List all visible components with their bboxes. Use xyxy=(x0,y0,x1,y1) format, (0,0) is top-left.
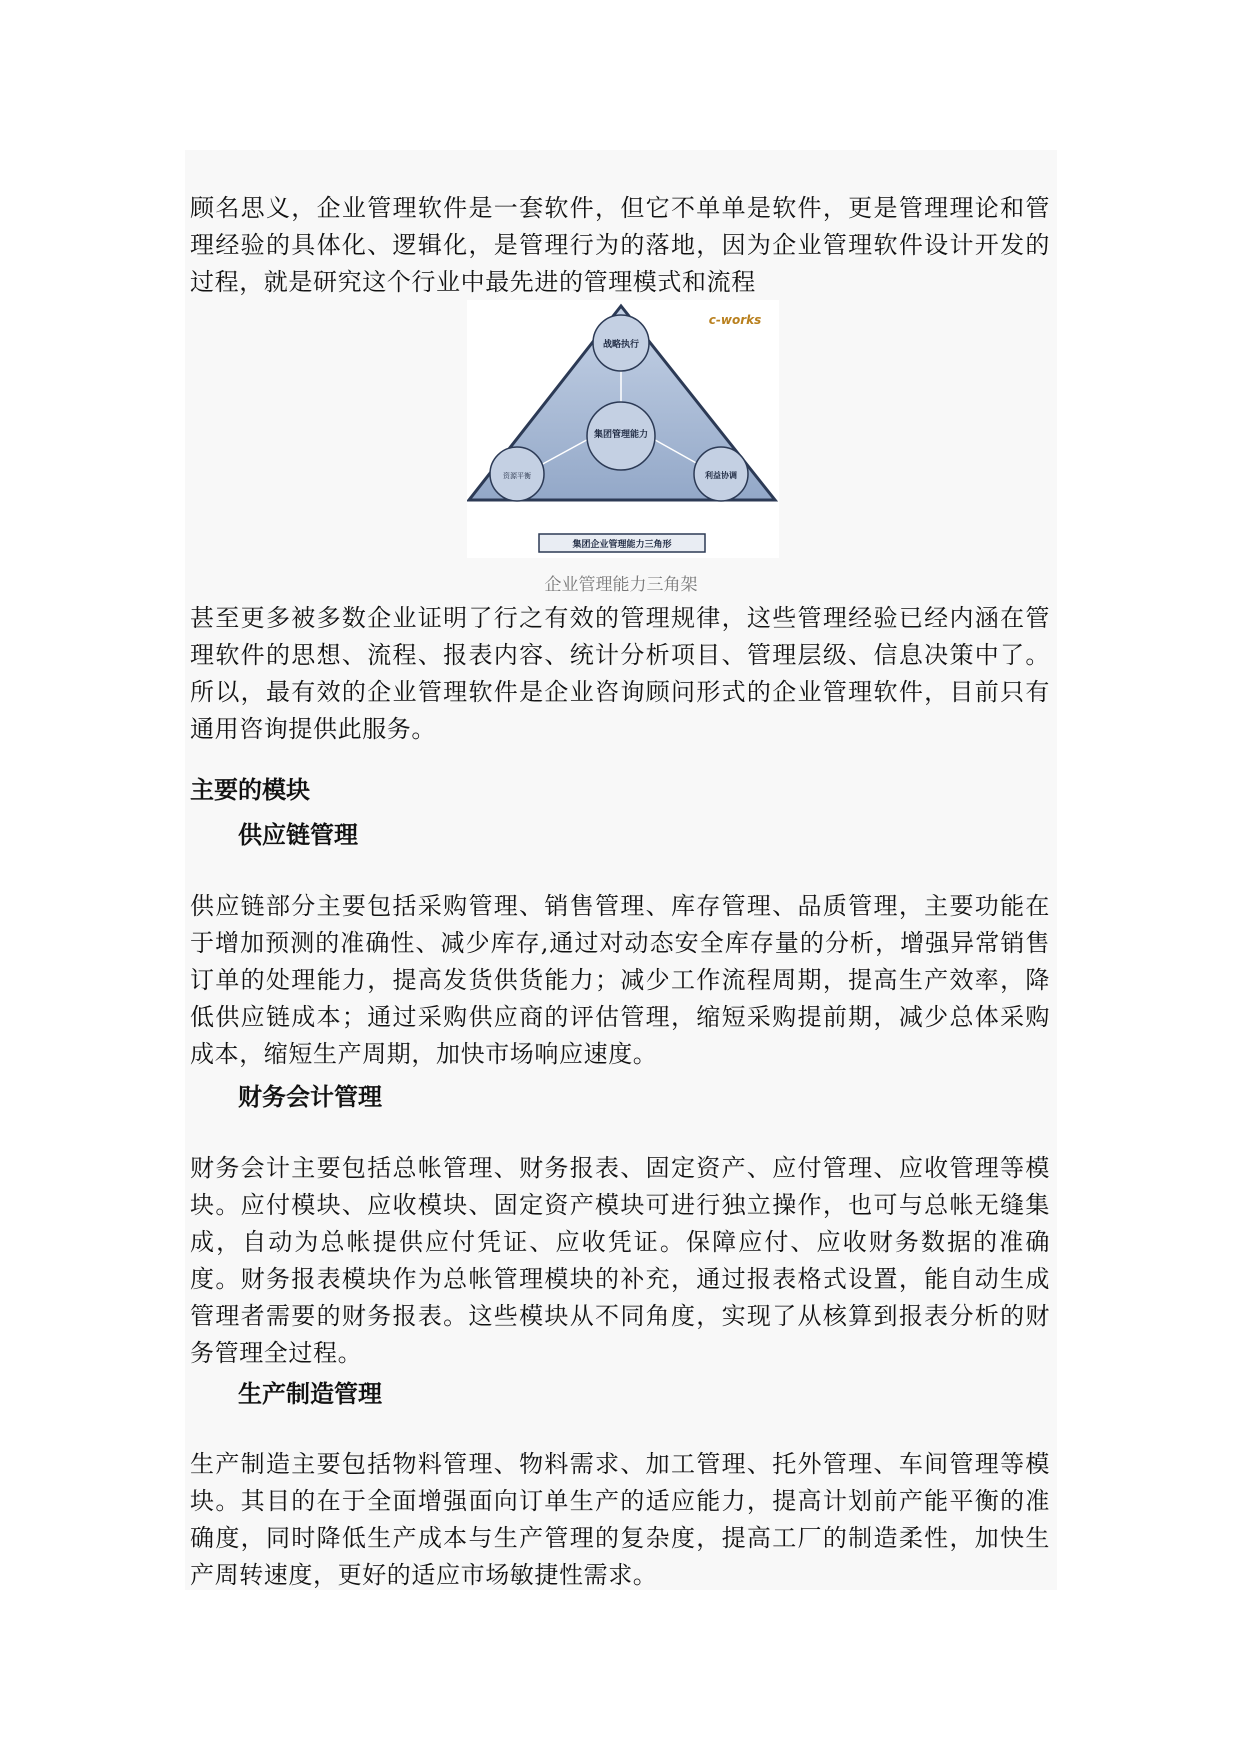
node-center-label: 集团管理能力 xyxy=(593,430,649,440)
module-title-manufacturing: 生产制造管理 xyxy=(238,1380,382,1408)
module-body-finance: 财务会计主要包括总帐管理、财务报表、固定资产、应付管理、应收管理等模块。应付模块、应收模块、固定资产模块可进行独立操作，也可与总帐无缝集成，自动为总帐提供应付凭证、应收凭证。保障应付、应收财务数据的准确度。财务报表模块作为总帐管理模块的补充，通过报表格式设置，能自动生成管理者需要的财务报表。这些模块从不同角度，实现了从核算到报表分析的财务管理全过程。 xyxy=(190,1154,1050,1367)
node-top-label: 战略执行 xyxy=(602,340,640,350)
paragraph-2: 甚至更多被多数企业证明了行之有效的管理规律，这些管理经验已经内涵在管理软件的思想、流程、报表内容、统计分析项目、管理层级、信息决策中了。所以，最有效的企业管理软件是企业咨询顾问形式的企业管理软件，目前只有通用咨询提供此服务。 xyxy=(190,604,1050,743)
module-body-manufacturing: 生产制造主要包括物料管理、物料需求、加工管理、托外管理、车间管理等模块。其目的在于全面增强面向订单生产的适应能力，提高计划前产能平衡的准确度，同时降低生产成本与生产管理的复杂度，提高工厂的制造柔性，加快生产周转速度，更好的适应市场敏捷性需求。 xyxy=(190,1450,1050,1589)
triangle-diagram xyxy=(467,300,779,558)
module-title-finance: 财务会计管理 xyxy=(238,1083,382,1111)
management-triangle-figure xyxy=(467,300,779,558)
intro-paragraph: 顾名思义，企业管理软件是一套软件，但它不单单是软件，更是管理理论和管理经验的具体化、逻辑化，是管理行为的落地，因为企业管理软件设计开发的过程，就是研究这个行业中最先进的管理模式和流程 xyxy=(190,194,1050,296)
figure-caption: 企业管理能力三角架 xyxy=(544,575,698,595)
module-title-supply-chain: 供应链管理 xyxy=(238,821,358,849)
banner-label: 集团企业管理能力三角形 xyxy=(572,540,672,550)
section-title: 主要的模块 xyxy=(190,776,310,804)
node-left-label: 资源平衡 xyxy=(503,472,531,480)
node-right-label: 利益协调 xyxy=(705,471,737,480)
cworks-logo: c-works xyxy=(708,313,762,327)
module-body-supply-chain: 供应链部分主要包括采购管理、销售管理、库存管理、品质管理，主要功能在于增加预测的准确性、减少库存,通过对动态安全库存量的分析，增强异常销售订单的处理能力，提高发货供货能力；减少工作流程周期，提高生产效率，降低供应链成本；通过采购供应商的评估管理，缩短采购提前期，减少总体采购成本，缩短生产周期，加快市场响应速度。 xyxy=(190,892,1050,1068)
